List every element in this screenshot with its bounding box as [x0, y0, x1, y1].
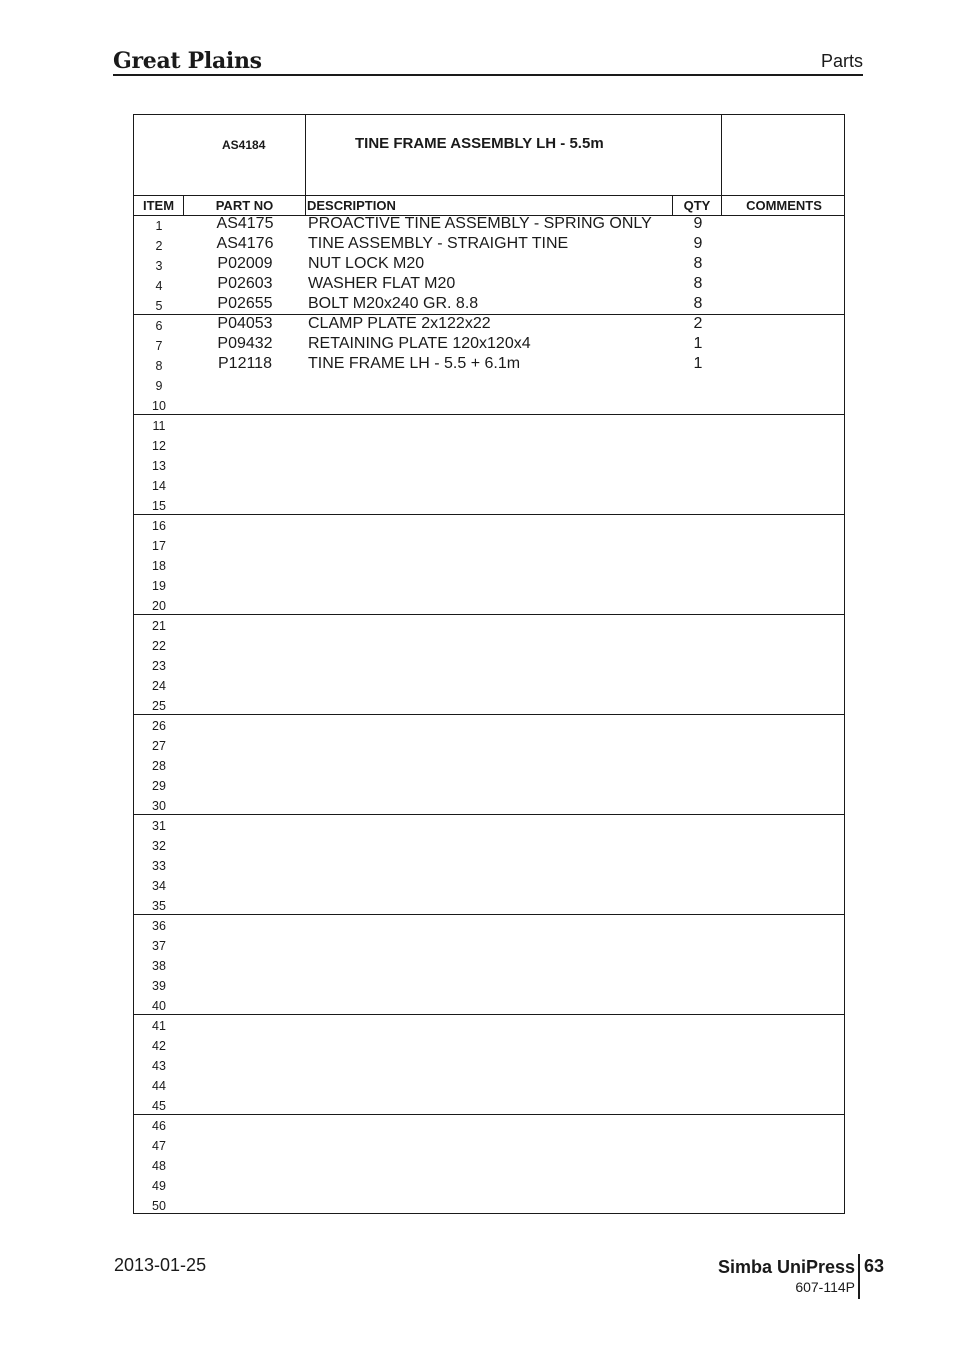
assembly-part-number: AS4184: [222, 138, 266, 152]
footer-date: 2013-01-25: [114, 1255, 207, 1275]
item-number: 46: [152, 1119, 166, 1133]
part-number: AS4176: [216, 235, 274, 252]
item-number: 36: [152, 919, 166, 933]
section-label: Parts: [820, 51, 863, 71]
table-row: [134, 935, 844, 955]
item-number: 20: [152, 599, 166, 613]
part-number: P09432: [217, 335, 273, 352]
part-description: RETAINING PLATE 120x120x4: [308, 335, 531, 352]
item-number: 3: [155, 259, 163, 273]
column-header-row: [134, 195, 844, 216]
table-row: [134, 475, 844, 495]
item-number: 29: [152, 779, 166, 793]
table-row: [134, 495, 844, 515]
table-row: [134, 335, 844, 355]
item-number: 4: [155, 279, 163, 293]
item-number: 22: [152, 639, 166, 653]
table-body: [134, 215, 844, 1215]
table-row: [134, 1155, 844, 1175]
part-description: NUT LOCK M20: [308, 255, 425, 272]
item-number: 34: [152, 879, 166, 893]
item-number: 33: [152, 859, 166, 873]
table-row: [134, 975, 844, 995]
item-number: 38: [152, 959, 166, 973]
table-row: [134, 835, 844, 855]
part-number: P02009: [217, 255, 273, 272]
assembly-number-cell: [134, 115, 306, 195]
column-header-qty: QTY: [673, 195, 722, 215]
table-row: [134, 1175, 844, 1195]
item-number: 11: [152, 419, 166, 433]
item-number: 49: [152, 1179, 166, 1193]
item-number: 15: [152, 499, 166, 513]
item-number: 37: [152, 939, 166, 953]
table-row: [134, 895, 844, 915]
item-number: 8: [155, 359, 163, 373]
part-description: WASHER FLAT M20: [308, 275, 456, 292]
table-row: [134, 515, 844, 535]
item-number: 41: [152, 1019, 166, 1033]
table-row: [134, 455, 844, 475]
item-number: 32: [152, 839, 166, 853]
item-number: 13: [152, 459, 166, 473]
part-number: AS4175: [216, 215, 274, 232]
item-number: 17: [152, 539, 166, 553]
column-header-description: DESCRIPTION: [307, 195, 673, 215]
column-header-item: ITEM: [134, 195, 184, 215]
page-number: 63: [864, 1256, 885, 1276]
table-row: [134, 595, 844, 615]
table-row: [134, 755, 844, 775]
table-row: [134, 1115, 844, 1135]
table-row: [134, 315, 844, 335]
brand-logo: Great Plains: [113, 48, 262, 74]
column-header-part-no: PART NO: [184, 195, 306, 215]
part-description: TINE ASSEMBLY - STRAIGHT TINE: [308, 235, 569, 252]
table-row: [134, 795, 844, 815]
comments-header-cell: [721, 115, 722, 195]
item-number: 2: [155, 239, 163, 253]
table-row: [134, 255, 844, 275]
table-row: [134, 855, 844, 875]
item-number: 18: [152, 559, 166, 573]
table-row: [134, 815, 844, 835]
item-number: 31: [152, 819, 166, 833]
item-number: 50: [152, 1199, 166, 1213]
table-row: [134, 235, 844, 255]
quantity: 9: [693, 215, 703, 232]
footer-divider: [858, 1254, 860, 1299]
item-number: 25: [152, 699, 166, 713]
quantity: 1: [693, 335, 703, 352]
item-number: 27: [152, 739, 166, 753]
column-header-comments: COMMENTS: [746, 198, 822, 213]
table-row: [134, 695, 844, 715]
table-row: [134, 1135, 844, 1155]
table-row: [134, 955, 844, 975]
quantity: 8: [693, 255, 703, 272]
table-row: [134, 615, 844, 635]
item-number: 47: [152, 1139, 166, 1153]
part-number: P12118: [218, 355, 272, 372]
item-number: 23: [152, 659, 166, 673]
table-row: [134, 995, 844, 1015]
table-row: [134, 915, 844, 935]
table-row: [134, 555, 844, 575]
table-row: [134, 675, 844, 695]
part-description: PROACTIVE TINE ASSEMBLY - SPRING ONLY: [308, 215, 652, 232]
table-row: [134, 715, 844, 735]
table-row: [134, 775, 844, 795]
item-number: 35: [152, 899, 166, 913]
table-row: [134, 1095, 844, 1115]
item-number: 5: [155, 299, 163, 313]
table-row: [134, 655, 844, 675]
parts-table: [133, 114, 845, 1214]
table-row: [134, 575, 844, 595]
item-number: 19: [152, 579, 166, 593]
table-row: [134, 1055, 844, 1075]
item-number: 9: [155, 379, 163, 393]
part-description: BOLT M20x240 GR. 8.8: [308, 295, 479, 312]
quantity: 8: [693, 275, 703, 292]
footer-product-name: Simba UniPress: [717, 1257, 855, 1277]
item-number: 30: [152, 799, 166, 813]
table-row: [134, 1075, 844, 1095]
part-number: P02655: [217, 295, 273, 312]
item-number: 44: [152, 1079, 166, 1093]
table-row: [134, 395, 844, 415]
item-number: 21: [152, 619, 166, 633]
item-number: 12: [152, 439, 166, 453]
table-row: [134, 215, 844, 235]
table-row: [134, 635, 844, 655]
table-row: [134, 535, 844, 555]
quantity: 1: [693, 355, 703, 372]
quantity: 2: [693, 315, 703, 332]
item-number: 16: [152, 519, 166, 533]
table-row: [134, 415, 844, 435]
table-row: [134, 275, 844, 295]
item-number: 40: [152, 999, 166, 1013]
part-description: TINE FRAME LH - 5.5 + 6.1m: [308, 355, 521, 372]
table-row: [134, 1035, 844, 1055]
item-number: 7: [155, 339, 163, 353]
item-number: 10: [152, 399, 166, 413]
assembly-title-block: [134, 115, 844, 196]
item-number: 28: [152, 759, 166, 773]
table-row: [134, 435, 844, 455]
item-number: 45: [152, 1099, 166, 1113]
footer-document-number: 607-114P: [795, 1279, 855, 1295]
item-number: 48: [152, 1159, 166, 1173]
part-description: CLAMP PLATE 2x122x22: [308, 315, 491, 332]
assembly-title: TINE FRAME ASSEMBLY LH - 5.5m: [355, 135, 604, 152]
item-number: 26: [152, 719, 166, 733]
table-row: [134, 1195, 844, 1215]
table-row: [134, 375, 844, 395]
table-row: [134, 875, 844, 895]
part-number: P02603: [217, 275, 273, 292]
item-number: 14: [152, 479, 166, 493]
item-number: 1: [155, 219, 163, 233]
item-number: 43: [152, 1059, 166, 1073]
table-row: [134, 355, 844, 375]
quantity: 9: [693, 235, 703, 252]
item-number: 39: [152, 979, 166, 993]
table-row: [134, 735, 844, 755]
item-number: 42: [152, 1039, 166, 1053]
table-row: [134, 1015, 844, 1035]
table-row: [134, 295, 844, 315]
quantity: 8: [693, 295, 703, 312]
part-number: P04053: [217, 315, 273, 332]
item-number: 6: [155, 319, 163, 333]
item-number: 24: [152, 679, 166, 693]
header-rule: [113, 74, 863, 76]
